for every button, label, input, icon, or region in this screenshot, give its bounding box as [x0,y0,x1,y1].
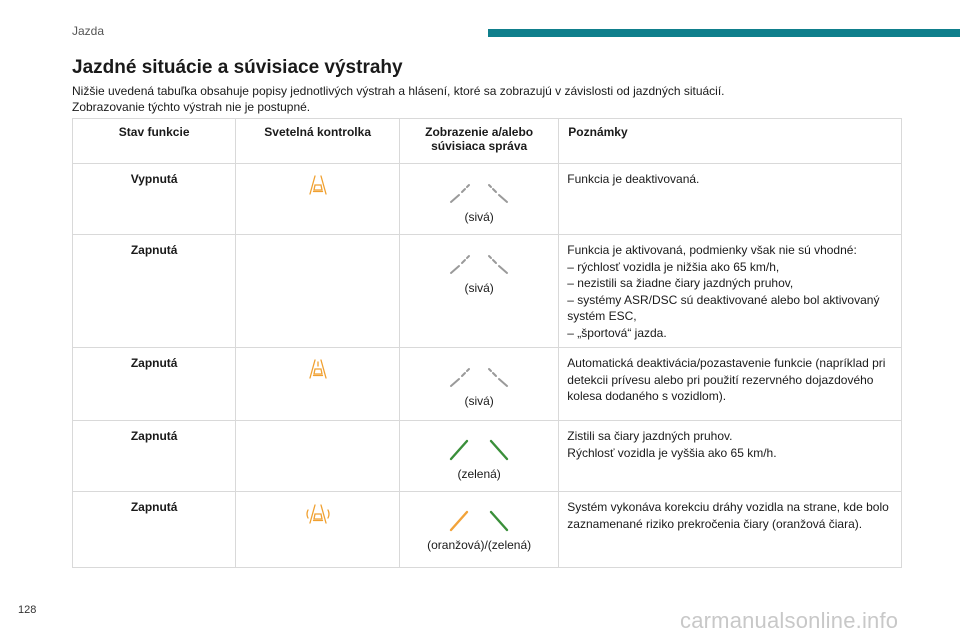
table-row [73,492,902,568]
notes-cell [559,492,902,568]
display-color-label: (sivá) [464,394,494,408]
header-state: Stav funkcie [73,119,236,164]
display-cell [399,348,558,421]
warnings-table [72,118,902,568]
lane-keep-off-warning-icon [307,174,329,196]
section-label: Jazda [72,24,105,38]
state-cell: Zapnutá [73,421,236,492]
table-header-row [73,119,902,164]
display-color-label: (zelená) [457,467,501,481]
notes-cell [559,164,902,235]
header-display: Zobrazenie a/alebo súvisiaca správa [399,119,558,164]
note-line: Systém vykonáva korekciu dráhy vozidla na strane, kde bolo zaznamenané riziko prekročenia čiary (oranžová čiara). [567,500,889,531]
watermark: carmanualsonline.info [680,608,899,633]
note-line: – systémy ASR/DSC sú deaktivované alebo bol aktivovaný systém ESC, [567,292,880,323]
header-lamp: Svetelná kontrolka [236,119,400,164]
display-color-label: (sivá) [464,281,494,295]
intro-line-1: Nižšie uvedená tabuľka obsahuje popisy jednotlivých výstrah a hlásení, ktoré sa zobrazujú v závislosti od jazdných situácií. [72,84,725,98]
state-cell: Zapnutá [73,348,236,421]
note-line: Automatická deaktivácia/pozastavenie funkcie (napríklad pri detekcii prívesu alebo pri použití rezervného dojazdového kolesa dodaného s vozidlom). [567,356,886,403]
display-color-label: (oranžová)/(zelená) [427,538,532,552]
note-line: Rýchlosť vozidla je vyššia ako 65 km/h. [567,445,777,460]
page-number: 128 [18,604,37,616]
lane-keep-warning-icon [307,358,329,380]
table-row [73,164,902,235]
state-cell: Zapnutá [73,492,236,568]
state-cell: Zapnutá [73,235,236,348]
lane-lines-orange-green-icon [447,506,511,532]
lane-lines-gray-icon [447,362,511,388]
note-line: Funkcia je aktivovaná, podmienky však nie sú vhodné: [567,243,857,257]
lane-lines-gray-icon [447,178,511,204]
lamp-cell [236,492,400,568]
note-line: – „športová“ jazda. [567,325,667,340]
lamp-cell [236,164,400,235]
notes-cell [559,421,902,492]
display-cell [399,421,558,492]
intro-text [72,83,912,115]
lane-lines-green-icon [447,435,511,461]
display-cell [399,492,558,568]
lane-lines-gray-icon [447,249,511,275]
note-line: – rýchlosť vozidla je nižšia ako 65 km/h, [567,259,780,274]
intro-line-2: Zobrazovanie týchto výstrah nie je postupné. [72,100,311,114]
note-line: – nezistili sa žiadne čiary jazdných pruhov, [567,276,794,290]
lane-keep-correction-icon [305,502,331,526]
table-row [73,348,902,421]
page-title: Jazdné situácie a súvisiace výstrahy [72,57,403,78]
note-line: Funkcia je deaktivovaná. [567,172,700,186]
display-color-label: (sivá) [464,210,494,224]
lamp-cell [236,235,400,348]
display-cell [399,164,558,235]
notes-cell [559,235,902,348]
display-cell [399,235,558,348]
lamp-cell [236,421,400,492]
notes-cell [559,348,902,421]
header-accent-bar [488,29,960,37]
note-line: Zistili sa čiary jazdných pruhov. [567,429,733,443]
header-notes: Poznámky [559,119,902,164]
table-row [73,421,902,492]
table-row [73,235,902,348]
state-cell: Vypnutá [73,164,236,235]
lamp-cell [236,348,400,421]
